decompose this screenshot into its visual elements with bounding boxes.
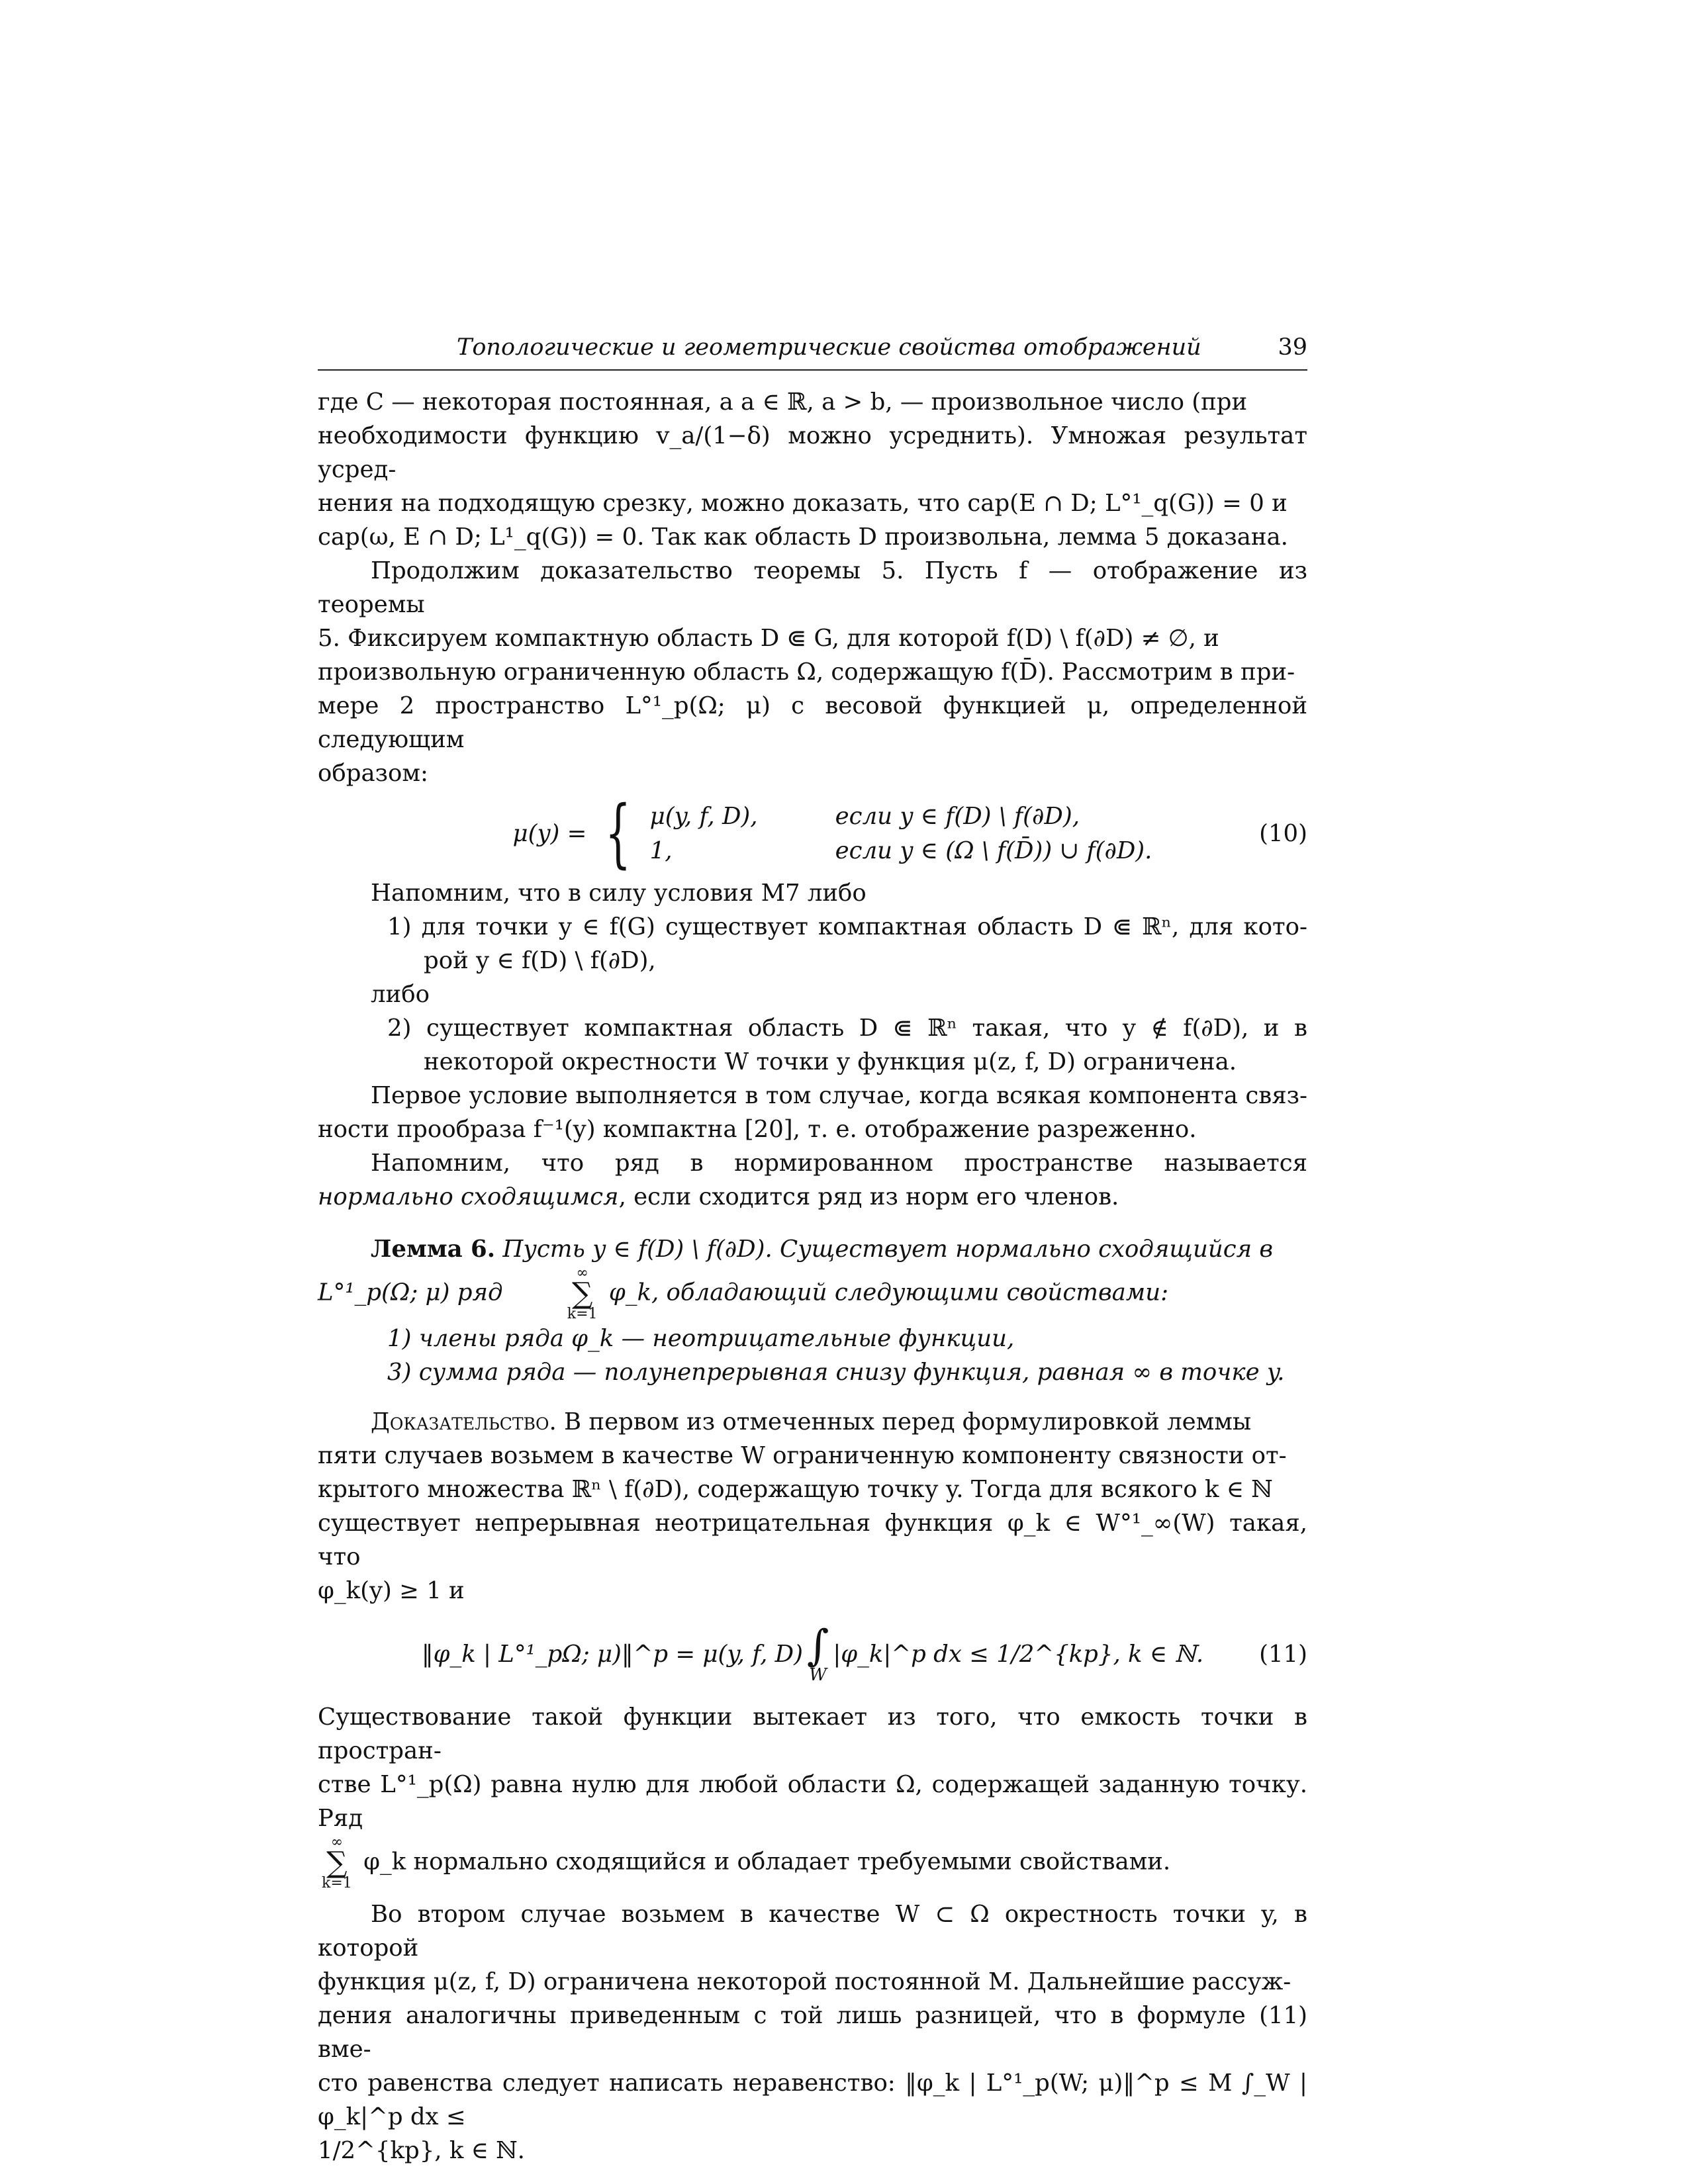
paragraph-2 bbox=[318, 554, 1307, 790]
lemma-label: Лемма 6. bbox=[371, 1236, 496, 1263]
p6-line-1: Существование такой функции вытекает из того, что емкость точки в простран- bbox=[318, 1704, 1307, 1764]
integral-domain: W bbox=[809, 1665, 827, 1685]
eq10-lhs: μ(y) = bbox=[512, 819, 587, 847]
integral-symbol bbox=[807, 1621, 829, 1685]
p2-line-1: Продолжим доказательство теоремы 5. Пусть f — отображение из теоремы bbox=[318, 557, 1307, 618]
running-header bbox=[318, 331, 1307, 371]
paragraph-6 bbox=[318, 1700, 1307, 1891]
left-brace-icon: { bbox=[605, 790, 632, 876]
condition-item-1: 1) для точки y ∈ f(G) существует компактная область D ⋐ ℝⁿ, для кото- рой y ∈ f(D) \ f(∂D), bbox=[387, 913, 1307, 974]
or-word: либо bbox=[371, 981, 430, 1008]
lemma-6 bbox=[318, 1232, 1307, 1389]
sum-symbol-2 bbox=[322, 1835, 352, 1891]
paragraph-1 bbox=[318, 385, 1307, 554]
page-number: 39 bbox=[1278, 334, 1307, 361]
p7-line-2: функция μ(z, f, D) ограничена некоторой постоянной M. Дальнейшие рассуж- bbox=[318, 1968, 1291, 1995]
eq10-cases bbox=[650, 799, 1152, 868]
page-body bbox=[318, 385, 1307, 2167]
p7-line-3: дения аналогичны приведенным с той лишь разницей, что в формуле (11) вме- bbox=[318, 2002, 1307, 2063]
p5-tail: , если сходится ряд из норм его членов. bbox=[618, 1183, 1119, 1210]
equation-number-11: (11) bbox=[1259, 1640, 1307, 1668]
proof-label: Доказательство. bbox=[371, 1408, 557, 1435]
equation-10 bbox=[318, 790, 1307, 876]
proof-line-2: пяти случаев возьмем в качестве W ограниченную компоненту связности от- bbox=[318, 1442, 1287, 1469]
integral-icon: ∫ bbox=[807, 1621, 829, 1670]
sigma-icon-2: ∑ bbox=[326, 1846, 348, 1880]
proof-line-3: крытого множества ℝⁿ \ f(∂D), содержащую точку y. Тогда для всякого k ∈ ℕ bbox=[318, 1476, 1273, 1503]
p2-line-4: мере 2 пространство L°¹_p(Ω; μ) с весовой функцией μ, определенной следующим bbox=[318, 692, 1307, 753]
page bbox=[318, 331, 1307, 2167]
lemma-property-1: 1) члены ряда φ_k — неотрицательные функции, bbox=[387, 1325, 1015, 1352]
proof-paragraph bbox=[318, 1405, 1307, 1608]
p2-line-5: образом: bbox=[318, 760, 428, 787]
p1-line-1: где C — некоторая постоянная, а a ∈ ℝ, a > b, — произвольное число (при bbox=[318, 388, 1248, 416]
sum-symbol bbox=[514, 1266, 598, 1322]
lemma-properties bbox=[387, 1322, 1307, 1389]
eq10-case2-condition: если y ∈ (Ω \ f(D̄)) ∪ f(∂D). bbox=[835, 837, 1152, 864]
condition-list bbox=[387, 910, 1307, 978]
p2-line-3: произвольную ограниченную область Ω, содержащую f(D̄). Рассмотрим в при- bbox=[318, 659, 1295, 686]
p1-line-2: необходимости функцию v_a/(1−δ) можно усреднить). Умножая результат усред- bbox=[318, 422, 1307, 483]
p6-line-3: φ_k нормально сходящийся и обладает требуемыми свойствами. bbox=[363, 1848, 1171, 1876]
eq10-case2-value: 1, bbox=[649, 837, 673, 864]
p6-line-2: стве L°¹_p(Ω) равна нулю для любой области Ω, содержащей заданную точку. Ряд bbox=[318, 1771, 1307, 1832]
condition-item-2: 2) существует компактная область D ⋐ ℝⁿ такая, что y ∉ f(∂D), и в некоторой окрестности W точки y функция μ(z, f, D) ограничена. bbox=[387, 1015, 1307, 1075]
lemma-line-1: Пусть y ∈ f(D) \ f(∂D). Существует нормально сходящийся в bbox=[502, 1236, 1274, 1263]
paragraph-4: Первое условие выполняется в том случае, когда всякая компонента связ- ности прообраза f⁻¹(y) компактна [20], т. е. отображение разреженно. bbox=[318, 1082, 1307, 1143]
eq11-rhs: |φ_k|^p dx ≤ 1/2^{kp}, k ∈ ℕ. bbox=[833, 1640, 1204, 1668]
sum-lower-limit: k=1 bbox=[567, 1306, 598, 1322]
paragraph-3 bbox=[318, 876, 1307, 910]
paragraph-5 bbox=[318, 1146, 1307, 1214]
equation-11 bbox=[318, 1608, 1307, 1700]
p5-text: Напомним, что ряд в нормированном пространстве называется bbox=[371, 1150, 1307, 1177]
p5-emphasis: нормально сходящимся bbox=[318, 1183, 619, 1210]
sum-upper-limit: ∞ bbox=[576, 1265, 588, 1281]
p7-line-4: сто равенства следует написать неравенство: ‖φ_k | L°¹_p(W; μ)‖^p ≤ M ∫_W |φ_k|^p dx ≤ bbox=[318, 2070, 1307, 2130]
paragraph-7 bbox=[318, 1897, 1307, 2167]
p2-line-2: 5. Фиксируем компактную область D ⋐ G, для которой f(D) \ f(∂D) ≠ ∅, и bbox=[318, 625, 1219, 652]
lemma-line-2b: φ_k, обладающий следующими свойствами: bbox=[608, 1279, 1169, 1306]
p3-line-1: Напомним, что в силу условия M7 либо bbox=[371, 880, 867, 907]
p1-line-3: нения на подходящую срезку, можно доказать, что cap(E ∩ D; L°¹_q(G)) = 0 и bbox=[318, 490, 1288, 517]
eq10-case1-value: μ(y, f, D), bbox=[649, 802, 758, 830]
p7-line-1: Во втором случае возьмем в качестве W ⊂ Ω окрестность точки y, в которой bbox=[318, 1901, 1307, 1962]
lemma-property-3: 3) сумма ряда — полунепрерывная снизу функция, равная ∞ в точке y. bbox=[387, 1359, 1285, 1386]
condition-list-2 bbox=[387, 1011, 1307, 1079]
p7-line-5: 1/2^{kp}, k ∈ ℕ. bbox=[318, 2137, 525, 2164]
running-title: Топологические и геометрические свойства отображений bbox=[457, 334, 1201, 361]
lemma-line-2a: L°¹_p(Ω; μ) ряд bbox=[318, 1279, 503, 1306]
proof-line-1: В первом из отмеченных перед формулировкой леммы bbox=[564, 1408, 1252, 1435]
sum2-upper-limit: ∞ bbox=[330, 1834, 344, 1850]
p1-line-4: cap(ω, E ∩ D; L¹_q(G)) = 0. Так как область D произвольна, лемма 5 доказана. bbox=[318, 523, 1288, 551]
proof-line-4: существует непрерывная неотрицательная функция φ_k ∈ W°¹_∞(W) такая, что bbox=[318, 1510, 1307, 1570]
equation-number-10: (10) bbox=[1259, 819, 1307, 847]
sigma-icon: ∑ bbox=[571, 1277, 593, 1310]
sum2-lower-limit: k=1 bbox=[322, 1875, 352, 1891]
eq10-case1-condition: если y ∈ f(D) \ f(∂D), bbox=[835, 802, 1080, 830]
proof-line-5: φ_k(y) ≥ 1 и bbox=[318, 1577, 465, 1604]
lemma-statement bbox=[318, 1232, 1307, 1322]
eq11-lhs: ‖φ_k | L°¹_pΩ; μ)‖^p = μ(y, f, D) bbox=[421, 1640, 803, 1668]
